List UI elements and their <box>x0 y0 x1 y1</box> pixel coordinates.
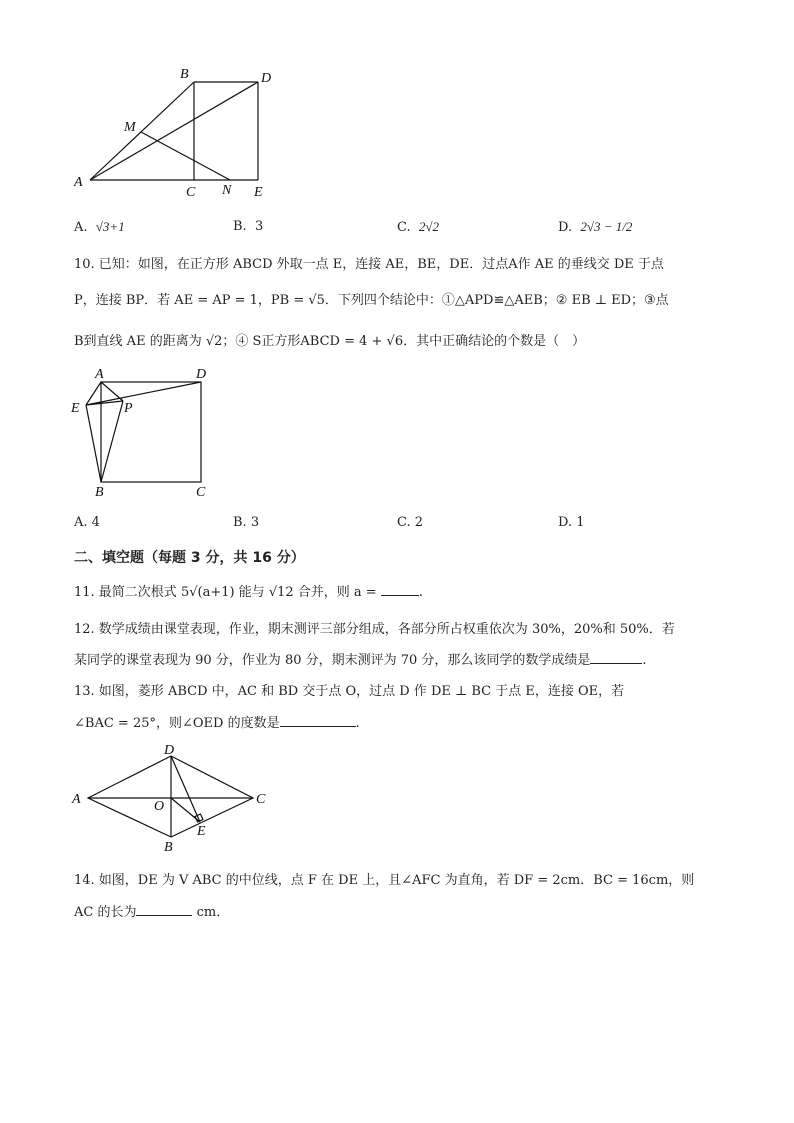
fig9-label-D: D <box>261 71 272 86</box>
fig13-label-E: E <box>197 824 206 839</box>
fig13-label-C: C <box>256 792 266 807</box>
q13-answer-blank[interactable] <box>280 714 356 727</box>
fig13-label-D: D <box>164 743 175 758</box>
q13-line-1: 13. 如图，菱形 ABCD 中，AC 和 BD 交于点 O，过点 D 作 DE ⊥ BC 于点 E，连接 OE，若 <box>74 684 625 699</box>
fig10-label-E: E <box>71 401 80 416</box>
figure-q13 <box>68 742 278 854</box>
fig10-label-A: A <box>95 367 104 382</box>
section-heading-fill-in: 二、填空题（每题 3 分，共 16 分） <box>74 550 305 566</box>
q11-answer-blank[interactable] <box>381 583 419 596</box>
fig10-label-P: P <box>124 401 133 416</box>
q11: 11. 最简二次根式 5√(a+1) 能与 √12 合并，则 a = . <box>74 585 423 600</box>
fig10-label-B: B <box>95 485 104 500</box>
q14-line-1: 14. 如图，DE 为 V ABC 的中位线，点 F 在 DE 上，且∠AFC 为直角，若 DF = 2cm．BC = 16cm，则 <box>74 873 695 888</box>
q12-answer-blank[interactable] <box>590 651 642 664</box>
q10-option-c: C. 2 <box>397 515 424 530</box>
q9-option-c: C. 2√2 <box>397 219 440 235</box>
fig9-label-A: A <box>74 175 83 190</box>
q10-option-d: D. 1 <box>558 515 585 530</box>
figure-q10 <box>68 364 218 504</box>
fig9-label-N: N <box>222 183 232 198</box>
q9-option-b: B. 3 <box>233 219 264 234</box>
q9-option-a: A. √3+1 <box>74 219 125 235</box>
fig13-label-B: B <box>164 840 173 854</box>
q13-line-2: ∠BAC = 25°，则∠OED 的度数是 . <box>74 716 360 731</box>
q10-line-1: 10. 已知：如图，在正方形 ABCD 外取一点 E，连接 AE，BE，DE．过点A作 AE 的垂线交 DE 于点 <box>74 257 664 272</box>
q10-option-b: B. 3 <box>233 515 260 530</box>
q10-line-2: P，连接 BP．若 AE = AP = 1，PB = √5．下列四个结论中：①△APD≌△AEB；② EB ⊥ ED；③点 <box>74 293 669 308</box>
fig9-label-M: M <box>124 120 136 135</box>
fig9-label-E: E <box>254 185 263 200</box>
fig9-label-B: B <box>180 67 189 82</box>
fig9-label-C: C <box>186 185 196 200</box>
fig13-label-A: A <box>72 792 81 807</box>
q12-line-2: 某同学的课堂表现为 90 分，作业为 80 分，期末测评为 70 分，那么该同学的数学成绩是 . <box>74 653 647 668</box>
q9-option-d: D. 2√3 − 1/2 <box>558 219 633 235</box>
q10-option-a: A. 4 <box>74 515 100 530</box>
figure-q9 <box>68 62 288 202</box>
fig10-label-C: C <box>196 485 206 500</box>
fig10-label-D: D <box>196 367 207 382</box>
q12-line-1: 12. 数学成绩由课堂表现，作业，期末测评三部分组成，各部分所占权重依次为 30%，20%和 50%．若 <box>74 622 675 637</box>
q14-answer-blank[interactable] <box>136 903 192 916</box>
q14-line-2: AC 的长为 cm． <box>74 905 230 920</box>
q10-line-3: B到直线 AE 的距离为 √2；④ S正方形ABCD = 4 + √6．其中正确结论的个数是（ ） <box>74 334 586 349</box>
fig13-label-O: O <box>154 799 165 814</box>
